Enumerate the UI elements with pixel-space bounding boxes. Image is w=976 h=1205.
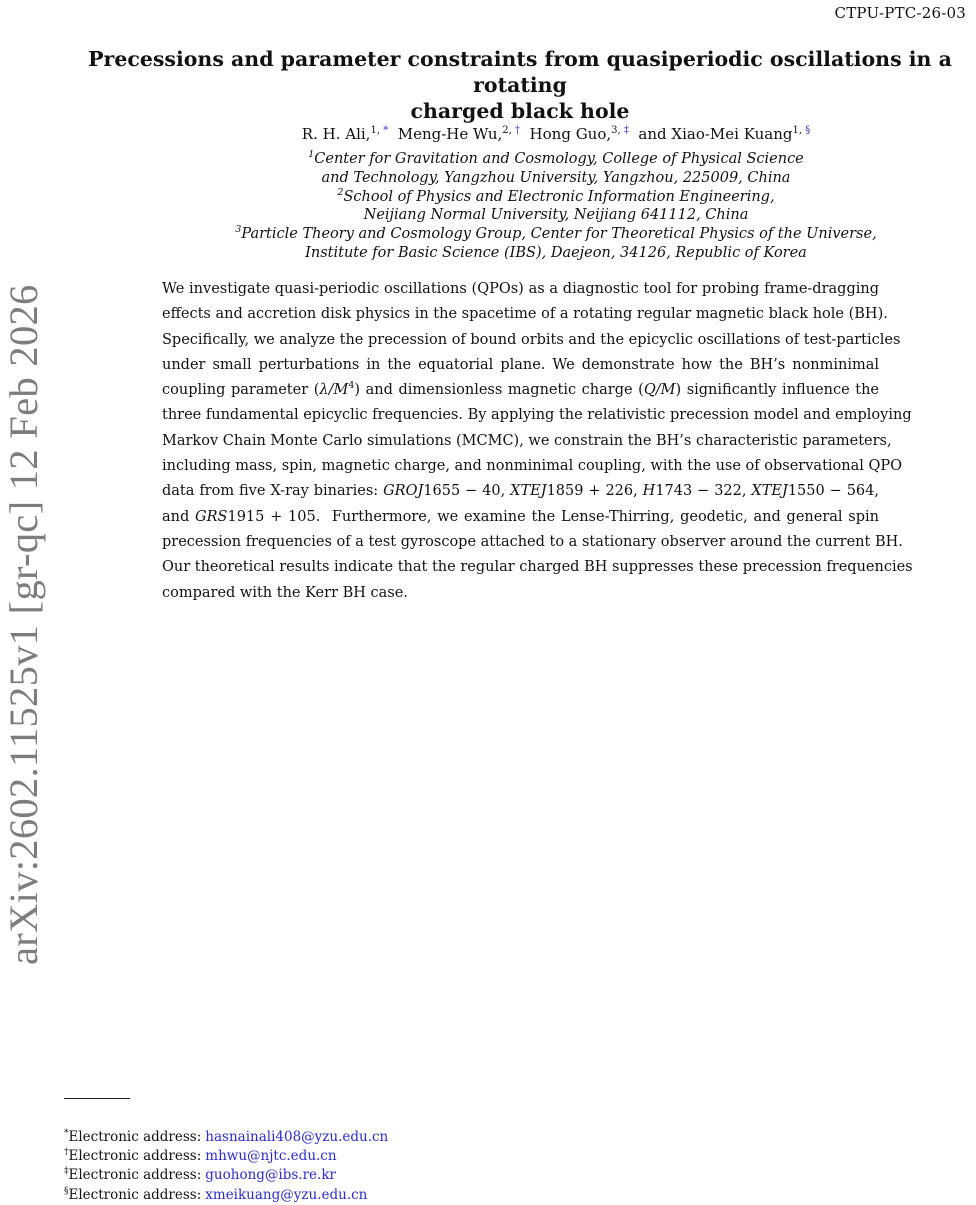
author-affil: 1, §: [792, 125, 811, 136]
title-line-2: charged black hole: [410, 99, 630, 123]
abstract-line: data from five X-ray binaries: GROJ1655 − 40, XTEJ1859 + 226, H1743 − 322, XTEJ1550 − 564,: [162, 483, 879, 500]
affiliation-line: and Technology, Yangzhou University, Yangzhou, 225009, China: [321, 169, 791, 186]
author-name: Hong Guo,: [529, 125, 612, 143]
affiliations: [0, 150, 976, 263]
footnotes: [64, 1128, 388, 1205]
affiliation-line: $^1$Center for Gravitation and Cosmology, College of Physical Science: [308, 149, 804, 167]
abstract-line: coupling parameter $(\lambda/M^4)$ and dimensionless magnetic charge (Q/M) significantly influence the: [162, 380, 880, 399]
footnote-link[interactable]: *: [383, 125, 389, 136]
abstract-line: Our theoretical results indicate that the regular charged BH suppresses these precession frequencies: [162, 559, 913, 576]
affiliation-line: Neijiang Normal University, Neijiang 641112, China: [363, 207, 749, 224]
title-line-1: Precessions and parameter constraints from quasiperiodic oscillations in a rotating: [88, 47, 952, 97]
abstract-line: under small perturbations in the equatorial plane. We demonstrate how the BH’s nonminimal: [162, 356, 879, 373]
email-link[interactable]: mhwu@njtc.edu.cn: [205, 1148, 337, 1165]
footnote: †Electronic address: mhwu@njtc.edu.cn: [64, 1147, 337, 1165]
footnote-divider: [64, 1098, 130, 1099]
email-link[interactable]: guohong@ibs.re.kr: [205, 1167, 336, 1184]
abstract: [162, 277, 913, 606]
abstract-line: compared with the Kerr BH case.: [162, 584, 408, 601]
email-link[interactable]: hasnainali408@yzu.edu.cn: [205, 1129, 389, 1145]
affiliation-line: $^3$Particle Theory and Cosmology Group, Center for Theoretical Physics of the Universe,: [235, 224, 877, 243]
footnote: §Electronic address: xmeikuang@yzu.edu.cn: [64, 1186, 368, 1203]
abstract-line: three fundamental epicyclic frequencies. By applying the relativistic precession model and employing: [162, 407, 912, 424]
footnote-link[interactable]: §: [805, 125, 811, 136]
affiliation-line: Institute for Basic Science (IBS), Daejeon, 34126, Republic of Korea: [305, 244, 807, 261]
author-name: Meng-He Wu,: [397, 125, 503, 143]
author-name: and Xiao-Mei Kuang: [638, 125, 793, 143]
footnote: *Electronic address: hasnainali408@yzu.edu.cn: [64, 1128, 389, 1145]
arxiv-watermark: arXiv:2602.11525v1 [gr-qc] 12 Feb 2026: [1, 284, 46, 965]
paper-title: [60, 46, 976, 124]
author-affil: 3, ‡: [611, 125, 629, 136]
author-name: R. H. Ali,: [301, 125, 371, 143]
email-link[interactable]: xmeikuang@yzu.edu.cn: [205, 1186, 368, 1203]
affiliation-line: $^2$School of Physics and Electronic Information Engineering,: [337, 186, 775, 205]
abstract-line: precession frequencies of a test gyroscope attached to a stationary observer around the current BH.: [162, 533, 903, 550]
report-number: CTPU-PTC-26-03: [834, 4, 966, 22]
author-list: [0, 124, 976, 144]
abstract-line: Specifically, we analyze the precession of bound orbits and the epicyclic oscillations of test-particles: [162, 331, 901, 348]
abstract-line: and GRS1915 + 105. Furthermore, we examine the Lense-Thirring, geodetic, and general spin: [162, 508, 879, 525]
author-affil: 2, †: [502, 125, 520, 136]
abstract-line: Markov Chain Monte Carlo simulations (MCMC), we constrain the BH’s characteristic parameters,: [162, 432, 892, 449]
abstract-line: We investigate quasi-periodic oscillations (QPOs) as a diagnostic tool for probing frame-dragging: [162, 281, 879, 297]
abstract-line: effects and accretion disk physics in the spacetime of a rotating regular magnetic black hole (BH).: [162, 306, 888, 323]
footnote: ‡Electronic address: guohong@ibs.re.kr: [64, 1166, 336, 1184]
footnote-link[interactable]: ‡: [623, 125, 629, 136]
author-affil: 1, *: [370, 125, 389, 136]
footnote-link[interactable]: †: [515, 125, 520, 136]
abstract-line: including mass, spin, magnetic charge, and nonminimal coupling, with the use of observational QPO: [162, 458, 903, 475]
